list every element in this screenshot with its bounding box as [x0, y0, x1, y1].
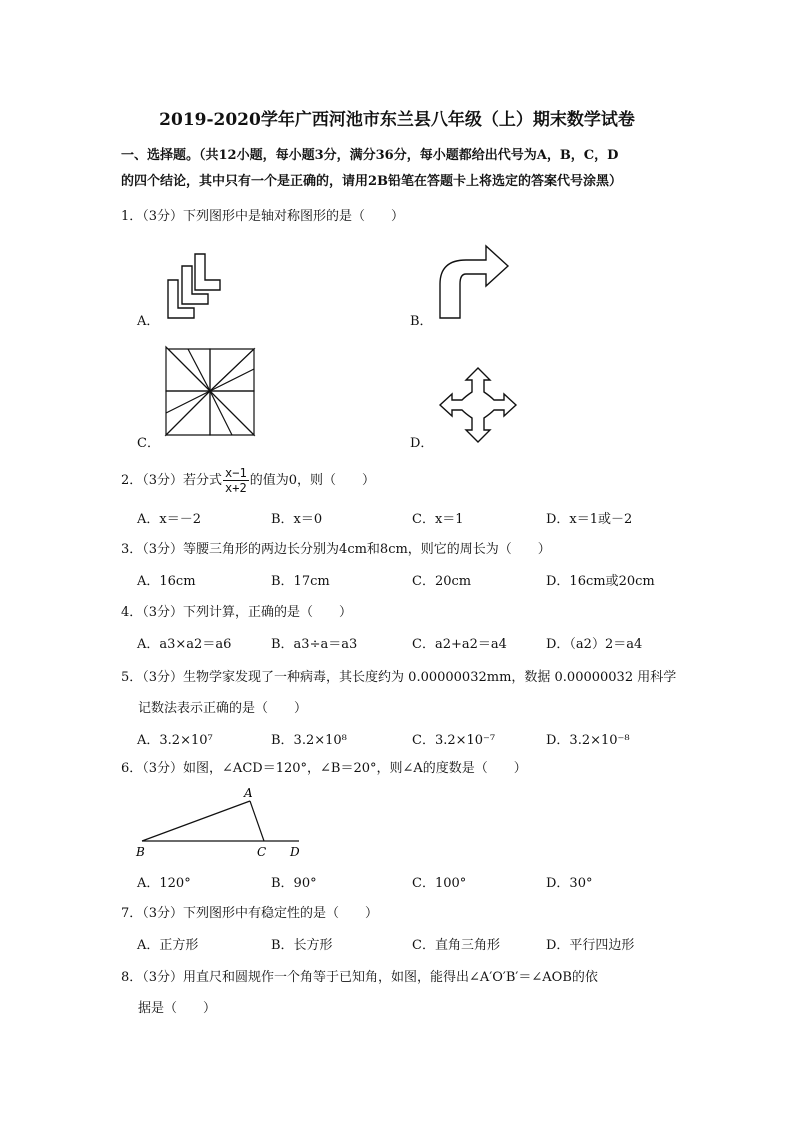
q6-label-b: B: [136, 845, 145, 859]
q6-option-c: C．100°: [412, 876, 467, 891]
q2-option-a: A．x＝－2: [137, 512, 201, 527]
q2-option-b: B．x＝0: [271, 512, 323, 527]
q1-option-b: B．: [410, 314, 433, 329]
q1-figure-c: [166, 347, 258, 439]
q5-stem: [121, 662, 681, 724]
q3-option-a: A．16cm: [137, 574, 196, 589]
q5-option-a: A．3.2×10⁷: [137, 733, 213, 748]
q1-option-c: C．: [137, 436, 160, 451]
q6-label-a: A: [244, 786, 253, 800]
q4-stem: 4．（3分）下列计算，正确的是（ ）: [121, 605, 353, 620]
section-instructions: [121, 143, 681, 195]
q3-stem: 3．（3分）等腰三角形的两边长分别为4cm和8cm，则它的周长为（ ）: [121, 542, 551, 557]
q1-figure-a: [160, 252, 230, 322]
q5-stem-line-1: 5．（3分）生物学家发现了一种病毒，其长度约为 0.00000032mm，数据 0.00000032 用科学: [121, 670, 677, 685]
page-title: 2019-2020学年广西河池市东兰县八年级（上）期末数学试卷: [159, 110, 635, 130]
q6-stem: 6．（3分）如图，∠ACD＝120°，∠B＝20°，则∠A的度数是（ ）: [121, 761, 527, 776]
q1-figure-d: [440, 366, 520, 444]
q2-denominator: x+2: [225, 481, 247, 495]
q6-label-c: C: [257, 845, 267, 859]
q3-option-b: B．17cm: [271, 574, 330, 589]
q7-stem: 7．（3分）下列图形中有稳定性的是（ ）: [121, 906, 379, 921]
q7-option-b: B．长方形: [271, 938, 333, 953]
q2-stem-post: 的值为0，则（ ）: [249, 473, 376, 488]
q2-stem: [121, 466, 681, 496]
q5-option-c: C．3.2×10⁻⁷: [412, 733, 496, 748]
q2-option-c: C．x＝1: [412, 512, 464, 527]
q3-option-d: D．16cm或20cm: [546, 574, 655, 589]
q3-option-c: C．20cm: [412, 574, 472, 589]
q1-option-d: D．: [410, 436, 434, 451]
q2-numerator: x−1: [225, 466, 247, 480]
q6-option-a: A．120°: [137, 876, 191, 891]
q8-stem: [121, 962, 681, 1024]
q5-option-b: B．3.2×10⁸: [271, 733, 347, 748]
q4-option-c: C．a2+a2＝a4: [412, 637, 507, 652]
q5-stem-line-2: 记数法表示正确的是（ ）: [138, 701, 308, 716]
q2-option-d: D．x＝1或－2: [546, 512, 633, 527]
q8-stem-line-1: 8．（3分）用直尺和圆规作一个角等于已知角，如图，能得出∠A′O′B′＝∠AOB的依: [121, 970, 598, 985]
q4-option-b: B．a3÷a＝a3: [271, 637, 358, 652]
q5-option-d: D．3.2×10⁻⁸: [546, 733, 630, 748]
q1-stem: 1．（3分）下列图形中是轴对称图形的是（ ）: [121, 209, 405, 224]
q1-figure-b: [438, 244, 513, 322]
q6-option-d: D．30°: [546, 876, 593, 891]
q2-stem-pre: 2．（3分）若分式: [121, 473, 223, 488]
q6-triangle-figure: [134, 786, 314, 862]
q4-option-d: D．（a2）2＝a4: [546, 637, 643, 652]
q2-fraction: [223, 466, 249, 495]
q6-line-ba: [142, 801, 250, 841]
q8-stem-line-2: 据是（ ）: [138, 1001, 217, 1016]
q7-option-c: C．直角三角形: [412, 938, 500, 953]
q6-label-d: D: [290, 845, 300, 859]
q6-line-ac: [250, 801, 264, 841]
section-line-1: 一、选择题。（共12小题，每小题3分，满分36分，每小题都给出代号为A，B，C，D: [121, 148, 619, 163]
q7-option-a: A．正方形: [137, 938, 199, 953]
q7-option-d: D．平行四边形: [546, 938, 635, 953]
q6-option-b: B．90°: [271, 876, 317, 891]
q1-option-a: A．: [137, 314, 160, 329]
q4-option-a: A．a3×a2＝a6: [137, 637, 232, 652]
section-line-2: 的四个结论，其中只有一个是正确的，请用2B铅笔在答题卡上将选定的答案代号涂黑）: [121, 174, 623, 189]
